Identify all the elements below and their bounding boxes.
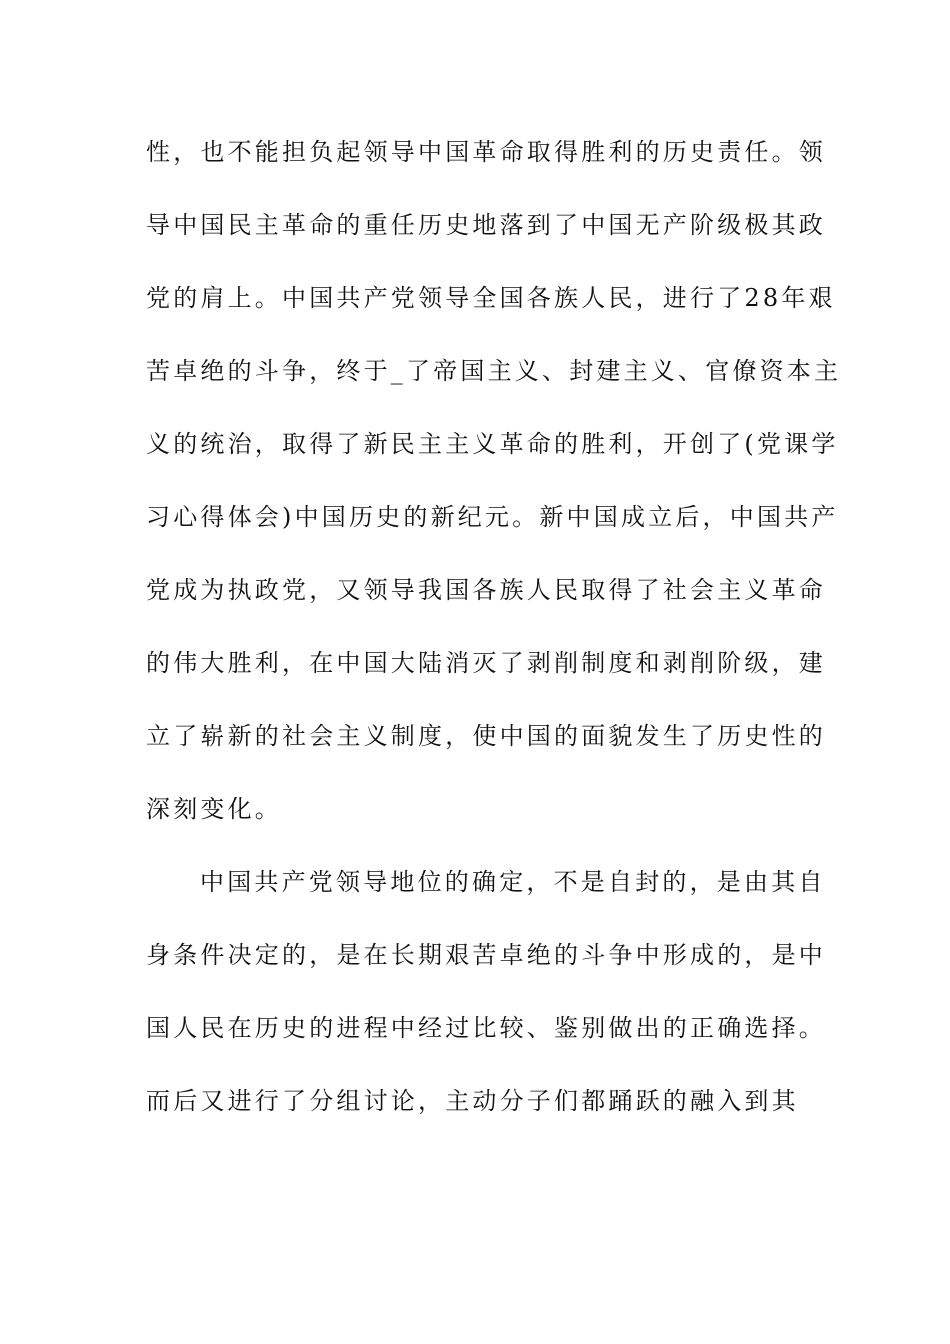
paragraph-line: 苦卓绝的斗争，终于_了帝国主义、封建主义、官僚资本主 [146, 357, 842, 385]
paragraph-line: 党的肩上。中国共产党领导全国各族人民，进行了28年艰 [146, 284, 836, 312]
paragraph-line: 而后又进行了分组讨论，主动分子们都踊跃的融入到其 [146, 1087, 799, 1115]
paragraph-line: 性，也不能担负起领导中国革命取得胜利的历史责任。领 [146, 138, 826, 166]
paragraph-line: 义的统治，取得了新民主主义革命的胜利，开创了(党课学 [146, 430, 839, 458]
paragraph-leadership [146, 858, 826, 1150]
paragraph-line: 导中国民主革命的重任历史地落到了中国无产阶级极其政 [146, 211, 826, 239]
paragraph-line: 的伟大胜利，在中国大陆消灭了剥削制度和剥削阶级，建 [146, 649, 826, 677]
paragraph-first-line: 中国共产党领导地位的确定，不是自封的，是由其自 [200, 868, 826, 896]
paragraph-continued [146, 128, 842, 858]
paragraph-line: 国人民在历史的进程中经过比较、鉴别做出的正确选择。 [146, 1014, 826, 1042]
paragraph-line: 习心得体会)中国历史的新纪元。新中国成立后，中国共产 [146, 503, 839, 531]
paragraph-line: 身条件决定的，是在长期艰苦卓绝的斗争中形成的，是中 [146, 941, 826, 969]
paragraph-line: 深刻变化。 [146, 795, 282, 823]
paragraph-line: 立了崭新的社会主义制度，使中国的面貌发生了历史性的 [146, 722, 826, 750]
paragraph-line: 党成为执政党，又领导我国各族人民取得了社会主义革命 [146, 576, 826, 604]
